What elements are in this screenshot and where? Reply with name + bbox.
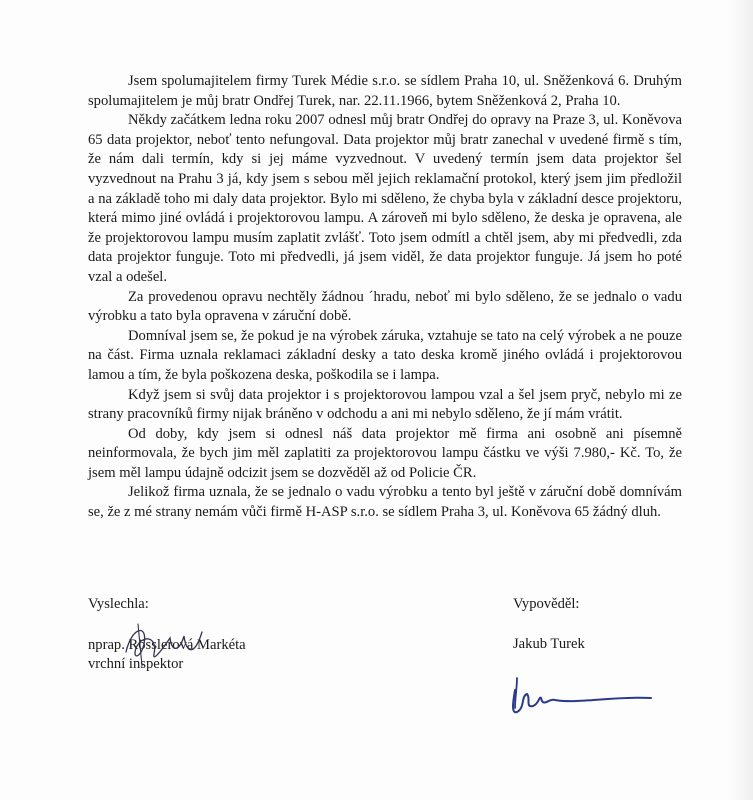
interviewer-title: vrchní inspektor (88, 656, 184, 672)
paragraph-4: Domníval jsem se, že pokud je na výrobek záruka, vztahuje se tato na celý výrobek a ne pouze na část. Firma uznala reklamaci základní desky a tato deska kromě jiného ovládá i projektorovou lamou a tím, že byla poškozena deska, poškodila se i lampa. (88, 327, 682, 383)
witness-name: Jakub Turek (513, 636, 585, 652)
witness-handwritten-signature (505, 668, 655, 722)
paragraph-1: Jsem spolumajitelem firmy Turek Médie s.r.o. se sídlem Praha 10, ul. Sněženková 6. Druhým spolumajitelem je můj bratr Ondřej Turek, nar. 22.11.1966, bytem Sněženková 2, Praha 10. (88, 73, 682, 109)
interviewer-label: Vyslechla: (88, 596, 149, 612)
paragraph-6: Od doby, kdy jsem si odnesl náš data projektor mě firma ani osobně ani písemně neinformovala, že bych jim měl zaplatiti za projektorovou lampu částku ve výši 7.980,- Kč. To, že jsem měl lampu údajně odcizit jsem se dozvěděl až od Policie ČR. (88, 425, 682, 481)
testimony-body (88, 72, 682, 523)
witness-label: Vypověděl: (513, 596, 580, 612)
paragraph-7: Jelikož firma uznala, že se jednalo o vadu výrobku a tento byl ještě v záruční době domnívám se, že z mé strany nemám vůči firmě H-ASP s.r.o. se sídlem Praha 3, ul. Koněvova 65 žádný dluh. (88, 484, 682, 521)
paragraph-2: Někdy začátkem ledna roku 2007 odnesl můj bratr Ondřej do opravy na Praze 3, ul. Koněvova 65 data projektor, neboť tento nefungoval. Data projektor můj bratr zanechal v uvedené firmě s tím, že nám dali termín, kdy si jej máme vyzvednout. V uvedený termín jsem data projektor šel vyzvednout na Prahu 3 já, kdy jsem s sebou měl jejich reklamační protokol, který jsem jim předložil a na základě toho mi daly data projektor. Bylo mi sděleno, že chyba byla v základní desce projektoru, která mimo jiné ovládá i projektorovou lampu. A zároveň mi bylo sděleno, že deska je opravena, ale že projektorovou lampu musím zaplatit zvlášť. Toto jsem odmítl a chtěl jsem, aby mi předvedli, zda data projektor funguje. Toto mi předvedli, já jsem viděl, že data projektor funguje. Já jsem ho poté vzal a odešel. (88, 112, 682, 285)
scan-shadow (727, 0, 753, 800)
paragraph-3: Za provedenou opravu nechtěly žádnou ´hradu, neboť mi bylo sděleno, že se jednalo o vadu výrobku a tato byla opravena v záruční době. (88, 288, 682, 325)
paragraph-5: Když jsem si svůj data projektor i s projektorovou lampou vzal a šel jsem pryč, nebylo mi ze strany pracovníků firmy nijak bráněno v odchodu a ani mi nebylo sděleno, že jí mám vrátit. (88, 386, 682, 423)
interviewer-handwritten-signature (118, 614, 208, 674)
interviewer-name: nprap. Rösslerová Markéta (88, 637, 246, 653)
